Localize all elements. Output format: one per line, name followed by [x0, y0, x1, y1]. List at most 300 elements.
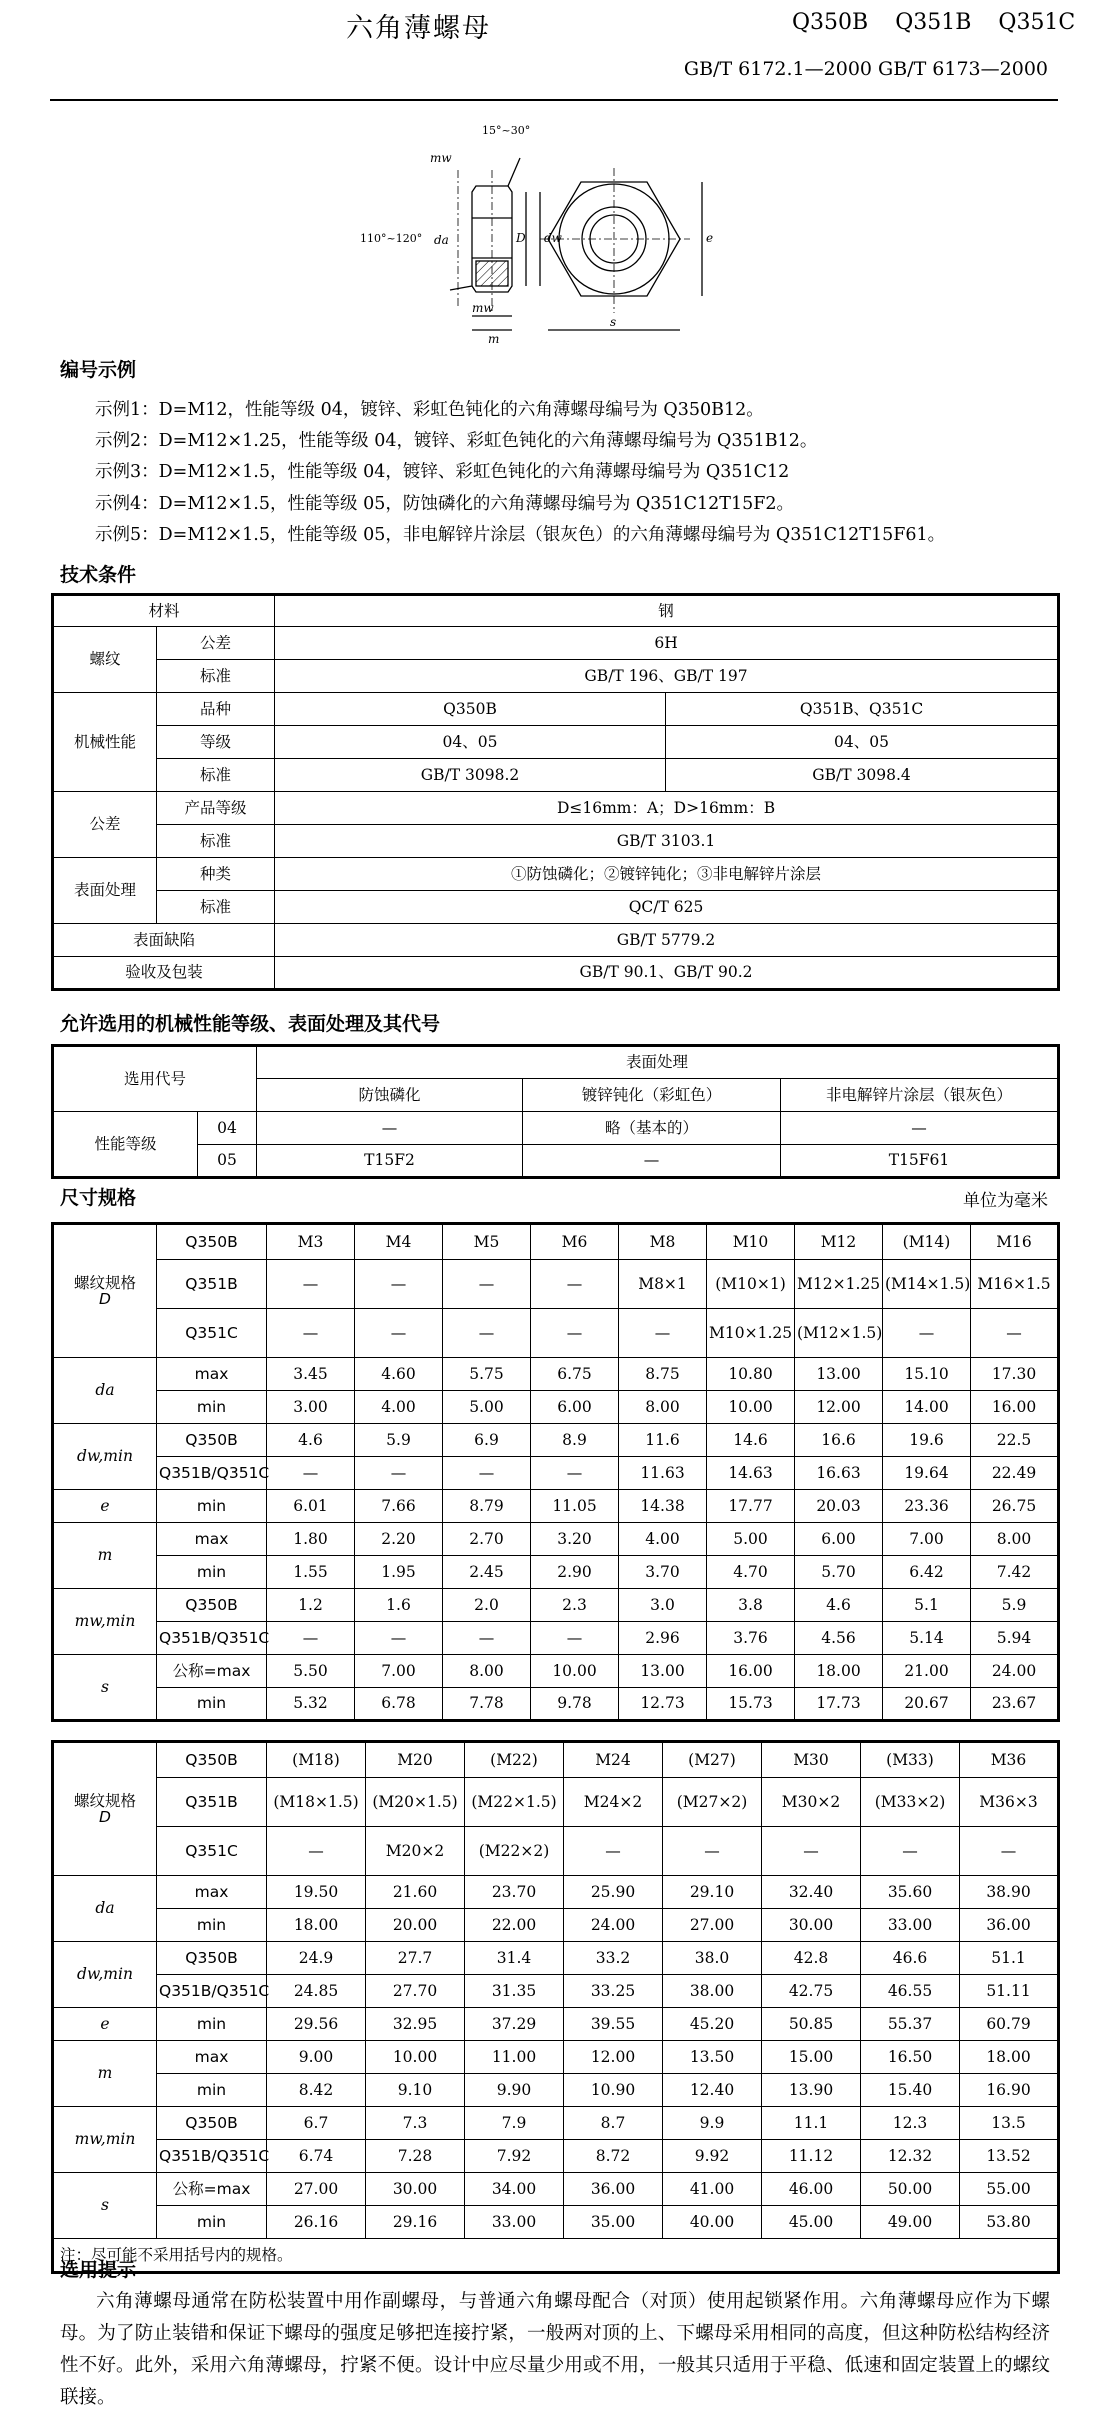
- dims-cell: 27.00: [663, 1909, 762, 1942]
- row-label-s: s: [53, 1655, 157, 1721]
- dims-cell: M8: [619, 1224, 707, 1260]
- dims-cell: —: [355, 1260, 443, 1309]
- dims-cell: 9.00: [267, 2041, 366, 2074]
- dims-cell: 31.35: [465, 1975, 564, 2008]
- dims-cell: 38.00: [663, 1975, 762, 2008]
- dims-heading: 尺寸规格: [60, 1187, 137, 1209]
- dims-cell: 4.00: [355, 1391, 443, 1424]
- dims-cell: 35.00: [564, 2206, 663, 2239]
- dims-cell: 14.6: [707, 1424, 795, 1457]
- dims-cell: 20.03: [795, 1490, 883, 1523]
- unit-label: 单位为毫米: [963, 1191, 1048, 1211]
- dims-cell: (M12×1.5): [795, 1309, 883, 1358]
- dims-cell: 5.9: [971, 1589, 1059, 1622]
- dims-cell: (M14×1.5): [883, 1260, 971, 1309]
- dims-cell: 16.6: [795, 1424, 883, 1457]
- dims-cell: —: [267, 1622, 355, 1655]
- dims-cell: —: [355, 1457, 443, 1490]
- dims-cell: 16.90: [960, 2074, 1059, 2107]
- dims-row: s 公称=max 5.50 7.00 8.00 10.00 13.00 16.00 18.00 21.00 24.00: [53, 1655, 1059, 1688]
- dims-cell: —: [443, 1309, 531, 1358]
- dims-cell: 10.90: [564, 2074, 663, 2107]
- dims-cell: 2.45: [443, 1556, 531, 1589]
- dims-cell: —: [883, 1309, 971, 1358]
- dims-cell: M5: [443, 1224, 531, 1260]
- dims-cell: M16×1.5: [971, 1260, 1059, 1309]
- dims-cell: 21.00: [883, 1655, 971, 1688]
- dims-cell: 7.78: [443, 1688, 531, 1721]
- dims-cell: M36: [960, 1742, 1059, 1778]
- dims-table-2: [51, 1740, 1060, 2274]
- dims-cell: 19.64: [883, 1457, 971, 1490]
- dims-cell: 42.8: [762, 1942, 861, 1975]
- dims-cell: 9.10: [366, 2074, 465, 2107]
- dims-cell: 1.2: [267, 1589, 355, 1622]
- dims-cell: —: [762, 1827, 861, 1876]
- dims-cell: 36.00: [564, 2173, 663, 2206]
- dims-cell: 24.00: [564, 1909, 663, 1942]
- dims-cell: 10.80: [707, 1358, 795, 1391]
- dims-cell: 8.9: [531, 1424, 619, 1457]
- dims-cell: (M18): [267, 1742, 366, 1778]
- row-label-da: da: [53, 1358, 157, 1424]
- dims-table-1: [51, 1222, 1060, 1722]
- dims-cell: 45.20: [663, 2008, 762, 2041]
- examples-heading: 编号示例: [60, 359, 137, 381]
- dims-cell: (M22×1.5): [465, 1778, 564, 1827]
- dims-cell: —: [663, 1827, 762, 1876]
- code-q350b: Q350B: [792, 10, 869, 35]
- dims-cell: 6.00: [795, 1523, 883, 1556]
- dims-cell: 12.00: [795, 1391, 883, 1424]
- dims-cell: 22.5: [971, 1424, 1059, 1457]
- dims-cell: 16.63: [795, 1457, 883, 1490]
- dims-cell: 10.00: [366, 2041, 465, 2074]
- dims-cell: 17.30: [971, 1358, 1059, 1391]
- dims-cell: (M33): [861, 1742, 960, 1778]
- dims-cell: —: [355, 1622, 443, 1655]
- dims-cell: 4.60: [355, 1358, 443, 1391]
- header-rule: [50, 99, 1058, 101]
- dims-cell: 7.28: [366, 2140, 465, 2173]
- dims-cell: (M27): [663, 1742, 762, 1778]
- dims-row: min 3.00 4.00 5.00 6.00 8.00 10.00 12.00 14.00 16.00: [53, 1391, 1059, 1424]
- example-2: 示例2：D=M12×1.25，性能等级 04，镀锌、彩虹色钝化的六角薄螺母编号为 Q351B12。: [95, 431, 818, 451]
- dims-row: min 1.55 1.95 2.45 2.90 3.70 4.70 5.70 6.42 7.42: [53, 1556, 1059, 1589]
- dims-cell: 24.00: [971, 1655, 1059, 1688]
- dims-cell: 12.00: [564, 2041, 663, 2074]
- example-5: 示例5：D=M12×1.5，性能等级 05，非电解锌片涂层（银灰色）的六角薄螺母编号为 Q351C12T15F61。: [95, 525, 946, 545]
- dims-cell: 3.8: [707, 1589, 795, 1622]
- row-label-thread: 螺纹规格 D: [53, 1742, 157, 1876]
- dims-cell: M24×2: [564, 1778, 663, 1827]
- dims-cell: M20: [366, 1742, 465, 1778]
- dims-cell: —: [531, 1260, 619, 1309]
- dims-cell: 34.00: [465, 2173, 564, 2206]
- dims-cell: M30: [762, 1742, 861, 1778]
- dims-cell: 27.70: [366, 1975, 465, 2008]
- dims-row: mw,min Q350B 6.7 7.3 7.9 8.7 9.9 11.1 12.3 13.5: [53, 2107, 1059, 2140]
- dims-cell: 17.77: [707, 1490, 795, 1523]
- dims-cell: 16.00: [971, 1391, 1059, 1424]
- dims-cell: —: [267, 1260, 355, 1309]
- dims-cell: M12×1.25: [795, 1260, 883, 1309]
- dims-cell: —: [861, 1827, 960, 1876]
- dims-cell: 9.9: [663, 2107, 762, 2140]
- dims-cell: 32.40: [762, 1876, 861, 1909]
- dims-cell: 23.67: [971, 1688, 1059, 1721]
- dims-cell: 41.00: [663, 2173, 762, 2206]
- row-label-s: s: [53, 2173, 157, 2239]
- dims-cell: 3.45: [267, 1358, 355, 1391]
- dims-cell: 11.1: [762, 2107, 861, 2140]
- dims-cell: 33.00: [861, 1909, 960, 1942]
- dims-cell: 15.00: [762, 2041, 861, 2074]
- dims-cell: —: [443, 1457, 531, 1490]
- dims-cell: 7.66: [355, 1490, 443, 1523]
- dims-cell: 27.00: [267, 2173, 366, 2206]
- dims-cell: 26.16: [267, 2206, 366, 2239]
- dims-cell: M10×1.25: [707, 1309, 795, 1358]
- dims-cell: 7.92: [465, 2140, 564, 2173]
- dims-cell: 18.00: [795, 1655, 883, 1688]
- dims-cell: (M22×2): [465, 1827, 564, 1876]
- dims-cell: 1.6: [355, 1589, 443, 1622]
- dims-cell: 24.9: [267, 1942, 366, 1975]
- dims-cell: 5.9: [355, 1424, 443, 1457]
- dims-cell: (M20×1.5): [366, 1778, 465, 1827]
- row-label-thread: 螺纹规格 D: [53, 1224, 157, 1358]
- dims-cell: 22.49: [971, 1457, 1059, 1490]
- dims-cell: —: [443, 1622, 531, 1655]
- dims-cell: (M18×1.5): [267, 1778, 366, 1827]
- mw-label: mw: [430, 151, 452, 165]
- dims-cell: 50.00: [861, 2173, 960, 2206]
- page-title: 六角薄螺母: [346, 13, 491, 44]
- dims-cell: 6.00: [531, 1391, 619, 1424]
- dims-cell: —: [619, 1309, 707, 1358]
- dims-cell: 31.4: [465, 1942, 564, 1975]
- dims-cell: (M10×1): [707, 1260, 795, 1309]
- dims-cell: 14.00: [883, 1391, 971, 1424]
- example-3: 示例3：D=M12×1.5，性能等级 04，镀锌、彩虹色钝化的六角薄螺母编号为 Q351C12: [95, 462, 790, 482]
- dims-cell: 4.6: [267, 1424, 355, 1457]
- dims-cell: (M14): [883, 1224, 971, 1260]
- dims-cell: 22.00: [465, 1909, 564, 1942]
- dims-cell: 2.20: [355, 1523, 443, 1556]
- dims-cell: 15.10: [883, 1358, 971, 1391]
- dims-row: min 26.16 29.16 33.00 35.00 40.00 45.00 49.00 53.80: [53, 2206, 1059, 2239]
- row-label-mw: mw,min: [53, 2107, 157, 2173]
- dims-cell: —: [267, 1457, 355, 1490]
- dims-cell: 7.3: [366, 2107, 465, 2140]
- dims-row: s 公称=max 27.00 30.00 34.00 36.00 41.00 46.00 50.00 55.00: [53, 2173, 1059, 2206]
- dims-cell: 8.00: [971, 1523, 1059, 1556]
- dims-cell: 13.00: [619, 1655, 707, 1688]
- dims-cell: 19.6: [883, 1424, 971, 1457]
- dims-cell: —: [564, 1827, 663, 1876]
- dims-row: da max 19.50 21.60 23.70 25.90 29.10 32.40 35.60 38.90: [53, 1876, 1059, 1909]
- dims-cell: 6.01: [267, 1490, 355, 1523]
- dims-row: Q351C — — — — — M10×1.25 (M12×1.5) — —: [53, 1309, 1059, 1358]
- guide-text: 六角薄螺母通常在防松装置中用作副螺母，与普通六角螺母配合（对顶）使用起锁紧作用。六角薄螺母应作为下螺母。为了防止装错和保证下螺母的强度足够把连接拧紧，一般两对顶的上、下螺母采用相同的高度，但这种防松结构经济性不好。此外，采用六角薄螺母，拧紧不便。设计中应尽量少用或不用，一般其只适用于平稳、低速和固定装置上的螺纹联接。: [60, 2291, 1050, 2408]
- dims-cell: (M22): [465, 1742, 564, 1778]
- dims-cell: 8.75: [619, 1358, 707, 1391]
- dims-cell: 29.56: [267, 2008, 366, 2041]
- dims-cell: 8.72: [564, 2140, 663, 2173]
- dims-cell: 15.73: [707, 1688, 795, 1721]
- dims-cell: 3.0: [619, 1589, 707, 1622]
- dims-cell: 29.16: [366, 2206, 465, 2239]
- dims-cell: 14.63: [707, 1457, 795, 1490]
- dims-cell: M8×1: [619, 1260, 707, 1309]
- dims-cell: 6.78: [355, 1688, 443, 1721]
- dims-cell: 12.40: [663, 2074, 762, 2107]
- options-table: 选用代号 表面处理 防蚀磷化 镀锌钝化（彩虹色） 非电解锌片涂层（银灰色） 性能等级 04 — 略（基本的） — 05 T15F2 — T15F61: [51, 1044, 1060, 1179]
- dims-cell: 3.20: [531, 1523, 619, 1556]
- dims-cell: 16.00: [707, 1655, 795, 1688]
- row-label-da: da: [53, 1876, 157, 1942]
- dims-row: 螺纹规格 D Q350B M3 M4 M5 M6 M8 M10 M12 (M14) M16: [53, 1224, 1059, 1260]
- dims-row: m max 1.80 2.20 2.70 3.20 4.00 5.00 6.00 7.00 8.00: [53, 1523, 1059, 1556]
- dims-row: min 8.42 9.10 9.90 10.90 12.40 13.90 15.40 16.90: [53, 2074, 1059, 2107]
- dims-row: m max 9.00 10.00 11.00 12.00 13.50 15.00 16.50 18.00: [53, 2041, 1059, 2074]
- dims-cell: 7.00: [883, 1523, 971, 1556]
- row-label-e: e: [53, 1490, 157, 1523]
- dims-row: min 5.32 6.78 7.78 9.78 12.73 15.73 17.73 20.67 23.67: [53, 1688, 1059, 1721]
- dims-cell: 55.37: [861, 2008, 960, 2041]
- dims-cell: 37.29: [465, 2008, 564, 2041]
- dims-row: mw,min Q350B 1.2 1.6 2.0 2.3 3.0 3.8 4.6 5.1 5.9: [53, 1589, 1059, 1622]
- dims-cell: 6.42: [883, 1556, 971, 1589]
- dims-cell: 12.32: [861, 2140, 960, 2173]
- dims-cell: 9.92: [663, 2140, 762, 2173]
- dims-cell: 10.00: [531, 1655, 619, 1688]
- dims-cell: 46.55: [861, 1975, 960, 2008]
- dims-cell: 9.78: [531, 1688, 619, 1721]
- tech-table: 材料 钢 螺纹 公差 6H 标准 GB/T 196、GB/T 197 机械性能 品种 Q350B Q351B、Q351C 等级 04、05 04、05 标准 GB/T 3098.2 GB/T 3098.4 公差 产品等级 D≤16mm：A；D>16mm：B 标准 GB/T 3103.1 表面处理 种类 ①防蚀磷化；②镀锌钝化；③非电解锌片涂层 标准 QC/T 625 表面缺陷 GB/T 5779.2 验收及包装 GB/T 90.1、GB/T 90.2: [51, 593, 1060, 991]
- dims-cell: 13.52: [960, 2140, 1059, 2173]
- dims-cell: —: [531, 1457, 619, 1490]
- dims-cell: 26.75: [971, 1490, 1059, 1523]
- dims-row: dw,min Q350B 4.6 5.9 6.9 8.9 11.6 14.6 16.6 19.6 22.5: [53, 1424, 1059, 1457]
- dims-cell: 33.2: [564, 1942, 663, 1975]
- dims-cell: 36.00: [960, 1909, 1059, 1942]
- dims-cell: 5.00: [707, 1523, 795, 1556]
- dims-cell: 15.40: [861, 2074, 960, 2107]
- dims-cell: 51.1: [960, 1942, 1059, 1975]
- dims-cell: 1.95: [355, 1556, 443, 1589]
- dims-cell: 3.00: [267, 1391, 355, 1424]
- dims-cell: 25.90: [564, 1876, 663, 1909]
- dims-row: 螺纹规格 D Q350B (M18) M20 (M22) M24 (M27) M30 (M33) M36: [53, 1742, 1059, 1778]
- dims-cell: 38.90: [960, 1876, 1059, 1909]
- dims-cell: 13.00: [795, 1358, 883, 1391]
- dims-cell: 46.6: [861, 1942, 960, 1975]
- dims-cell: 38.0: [663, 1942, 762, 1975]
- dims-cell: 11.12: [762, 2140, 861, 2173]
- dims-cell: 7.42: [971, 1556, 1059, 1589]
- dims-row: e min 29.56 32.95 37.29 39.55 45.20 50.85 55.37 60.79: [53, 2008, 1059, 2041]
- dims-cell: (M33×2): [861, 1778, 960, 1827]
- dims-cell: 7.00: [355, 1655, 443, 1688]
- dims-cell: 10.00: [707, 1391, 795, 1424]
- dims-cell: 32.95: [366, 2008, 465, 2041]
- dims-cell: 49.00: [861, 2206, 960, 2239]
- dims-cell: 2.3: [531, 1589, 619, 1622]
- dims-cell: 30.00: [762, 1909, 861, 1942]
- dims-cell: 5.70: [795, 1556, 883, 1589]
- dims-cell: 27.7: [366, 1942, 465, 1975]
- dims-cell: 5.00: [443, 1391, 531, 1424]
- dims-row: dw,min Q350B 24.9 27.7 31.4 33.2 38.0 42.8 46.6 51.1: [53, 1942, 1059, 1975]
- dims-cell: 51.11: [960, 1975, 1059, 2008]
- dims-cell: 24.85: [267, 1975, 366, 2008]
- dims-cell: 50.85: [762, 2008, 861, 2041]
- dims-cell: M24: [564, 1742, 663, 1778]
- dims-row: Q351C — M20×2 (M22×2) — — — — —: [53, 1827, 1059, 1876]
- dims-cell: 18.00: [267, 1909, 366, 1942]
- dims-cell: 4.6: [795, 1589, 883, 1622]
- dims-cell: 5.14: [883, 1622, 971, 1655]
- da-label: da: [434, 233, 449, 247]
- dims-cell: 35.60: [861, 1876, 960, 1909]
- dims-cell: 14.38: [619, 1490, 707, 1523]
- product-codes: [792, 10, 1095, 35]
- dims-cell: 23.36: [883, 1490, 971, 1523]
- dims-row: Q351B (M18×1.5) (M20×1.5) (M22×1.5) M24×2 (M27×2) M30×2 (M33×2) M36×3: [53, 1778, 1059, 1827]
- e-label: e: [706, 231, 714, 245]
- dims-cell: M3: [267, 1224, 355, 1260]
- angle-top-label: 15°~30°: [482, 124, 531, 137]
- nut-drawing: [360, 118, 720, 343]
- dims-cell: 39.55: [564, 2008, 663, 2041]
- dims-cell: M16: [971, 1224, 1059, 1260]
- dims-cell: 46.00: [762, 2173, 861, 2206]
- dims-row: da max 3.45 4.60 5.75 6.75 8.75 10.80 13.00 15.10 17.30: [53, 1358, 1059, 1391]
- dims-cell: 21.60: [366, 1876, 465, 1909]
- dims-cell: 12.73: [619, 1688, 707, 1721]
- dims-cell: M20×2: [366, 1827, 465, 1876]
- dims-cell: 4.00: [619, 1523, 707, 1556]
- dims-cell: —: [960, 1827, 1059, 1876]
- dims-cell: 7.9: [465, 2107, 564, 2140]
- code-q351c: Q351C: [998, 10, 1076, 35]
- dims-cell: 8.7: [564, 2107, 663, 2140]
- angle-side-label: 110°~120°: [360, 232, 423, 245]
- dims-cell: 23.70: [465, 1876, 564, 1909]
- dims-cell: 6.9: [443, 1424, 531, 1457]
- dims-cell: 2.70: [443, 1523, 531, 1556]
- mw-bottom-label: mw: [472, 301, 494, 315]
- dims-cell: 5.75: [443, 1358, 531, 1391]
- row-label-m: m: [53, 2041, 157, 2107]
- dims-cell: 6.7: [267, 2107, 366, 2140]
- dims-cell: —: [531, 1622, 619, 1655]
- dw-label: dw: [544, 231, 562, 245]
- row-label-e: e: [53, 2008, 157, 2041]
- s-label: s: [610, 315, 617, 329]
- dims-cell: —: [267, 1309, 355, 1358]
- dims-cell: 11.6: [619, 1424, 707, 1457]
- dims-cell: 13.90: [762, 2074, 861, 2107]
- m-label: m: [488, 332, 500, 343]
- options-heading: 允许选用的机械性能等级、表面处理及其代号: [60, 1013, 441, 1035]
- tech-heading: 技术条件: [60, 564, 137, 586]
- dims-cell: —: [267, 1827, 366, 1876]
- dims-cell: 11.00: [465, 2041, 564, 2074]
- dims-cell: 16.50: [861, 2041, 960, 2074]
- dims-row: Q351B/Q351C — — — — 2.96 3.76 4.56 5.14 5.94: [53, 1622, 1059, 1655]
- dims-cell: —: [971, 1309, 1059, 1358]
- dims-row: e min 6.01 7.66 8.79 11.05 14.38 17.77 20.03 23.36 26.75: [53, 1490, 1059, 1523]
- dims-cell: 29.10: [663, 1876, 762, 1909]
- dims-cell: 42.75: [762, 1975, 861, 2008]
- guide-heading: 选用提示: [60, 2259, 137, 2281]
- dims-cell: 4.56: [795, 1622, 883, 1655]
- dims-cell: —: [355, 1309, 443, 1358]
- dims-cell: —: [443, 1260, 531, 1309]
- example-4: 示例4：D=M12×1.5，性能等级 05，防蚀磷化的六角薄螺母编号为 Q351C12T15F2。: [95, 494, 795, 514]
- dims-cell: 11.63: [619, 1457, 707, 1490]
- dims-cell: 6.75: [531, 1358, 619, 1391]
- dims-cell: 8.00: [619, 1391, 707, 1424]
- dims-cell: 12.3: [861, 2107, 960, 2140]
- dims-cell: 55.00: [960, 2173, 1059, 2206]
- dims-row: Q351B/Q351C 6.74 7.28 7.92 8.72 9.92 11.12 12.32 13.52: [53, 2140, 1059, 2173]
- dims-note: 注：尽可能不采用括号内的规格。: [53, 2239, 1059, 2273]
- dims-cell: 17.73: [795, 1688, 883, 1721]
- dims-cell: 2.0: [443, 1589, 531, 1622]
- dims-row: Q351B/Q351C 24.85 27.70 31.35 33.25 38.00 42.75 46.55 51.11: [53, 1975, 1059, 2008]
- row-label-mw: mw,min: [53, 1589, 157, 1655]
- code-q351b: Q351B: [895, 10, 972, 35]
- standards: GB/T 6172.1—2000 GB/T 6173—2000: [683, 58, 1048, 80]
- dims-cell: M10: [707, 1224, 795, 1260]
- dims-cell: 8.79: [443, 1490, 531, 1523]
- dims-cell: 3.76: [707, 1622, 795, 1655]
- dims-cell: M36×3: [960, 1778, 1059, 1827]
- dims-cell: 53.80: [960, 2206, 1059, 2239]
- dims-cell: M4: [355, 1224, 443, 1260]
- dims-cell: 8.42: [267, 2074, 366, 2107]
- dims-row: Q351B — — — — M8×1 (M10×1) M12×1.25 (M14×1.5) M16×1.5: [53, 1260, 1059, 1309]
- dims-cell: 13.50: [663, 2041, 762, 2074]
- dims-cell: 20.00: [366, 1909, 465, 1942]
- dims-cell: 2.90: [531, 1556, 619, 1589]
- dims-cell: 11.05: [531, 1490, 619, 1523]
- dims-row: min 18.00 20.00 22.00 24.00 27.00 30.00 33.00 36.00: [53, 1909, 1059, 1942]
- dims-cell: (M27×2): [663, 1778, 762, 1827]
- dims-cell: 30.00: [366, 2173, 465, 2206]
- dims-cell: 5.32: [267, 1688, 355, 1721]
- dims-cell: 5.94: [971, 1622, 1059, 1655]
- dims-cell: 60.79: [960, 2008, 1059, 2041]
- d-label: D: [516, 231, 526, 245]
- dims-cell: M6: [531, 1224, 619, 1260]
- dims-cell: 40.00: [663, 2206, 762, 2239]
- dims-cell: —: [531, 1309, 619, 1358]
- dims-cell: 45.00: [762, 2206, 861, 2239]
- dims-cell: 1.80: [267, 1523, 355, 1556]
- dims-cell: 9.90: [465, 2074, 564, 2107]
- dims-cell: 1.55: [267, 1556, 355, 1589]
- dims-cell: M12: [795, 1224, 883, 1260]
- dims-cell: 6.74: [267, 2140, 366, 2173]
- example-1: 示例1：D=M12，性能等级 04，镀锌、彩虹色钝化的六角薄螺母编号为 Q350B12。: [95, 400, 764, 420]
- dims-cell: 18.00: [960, 2041, 1059, 2074]
- dims-cell: 2.96: [619, 1622, 707, 1655]
